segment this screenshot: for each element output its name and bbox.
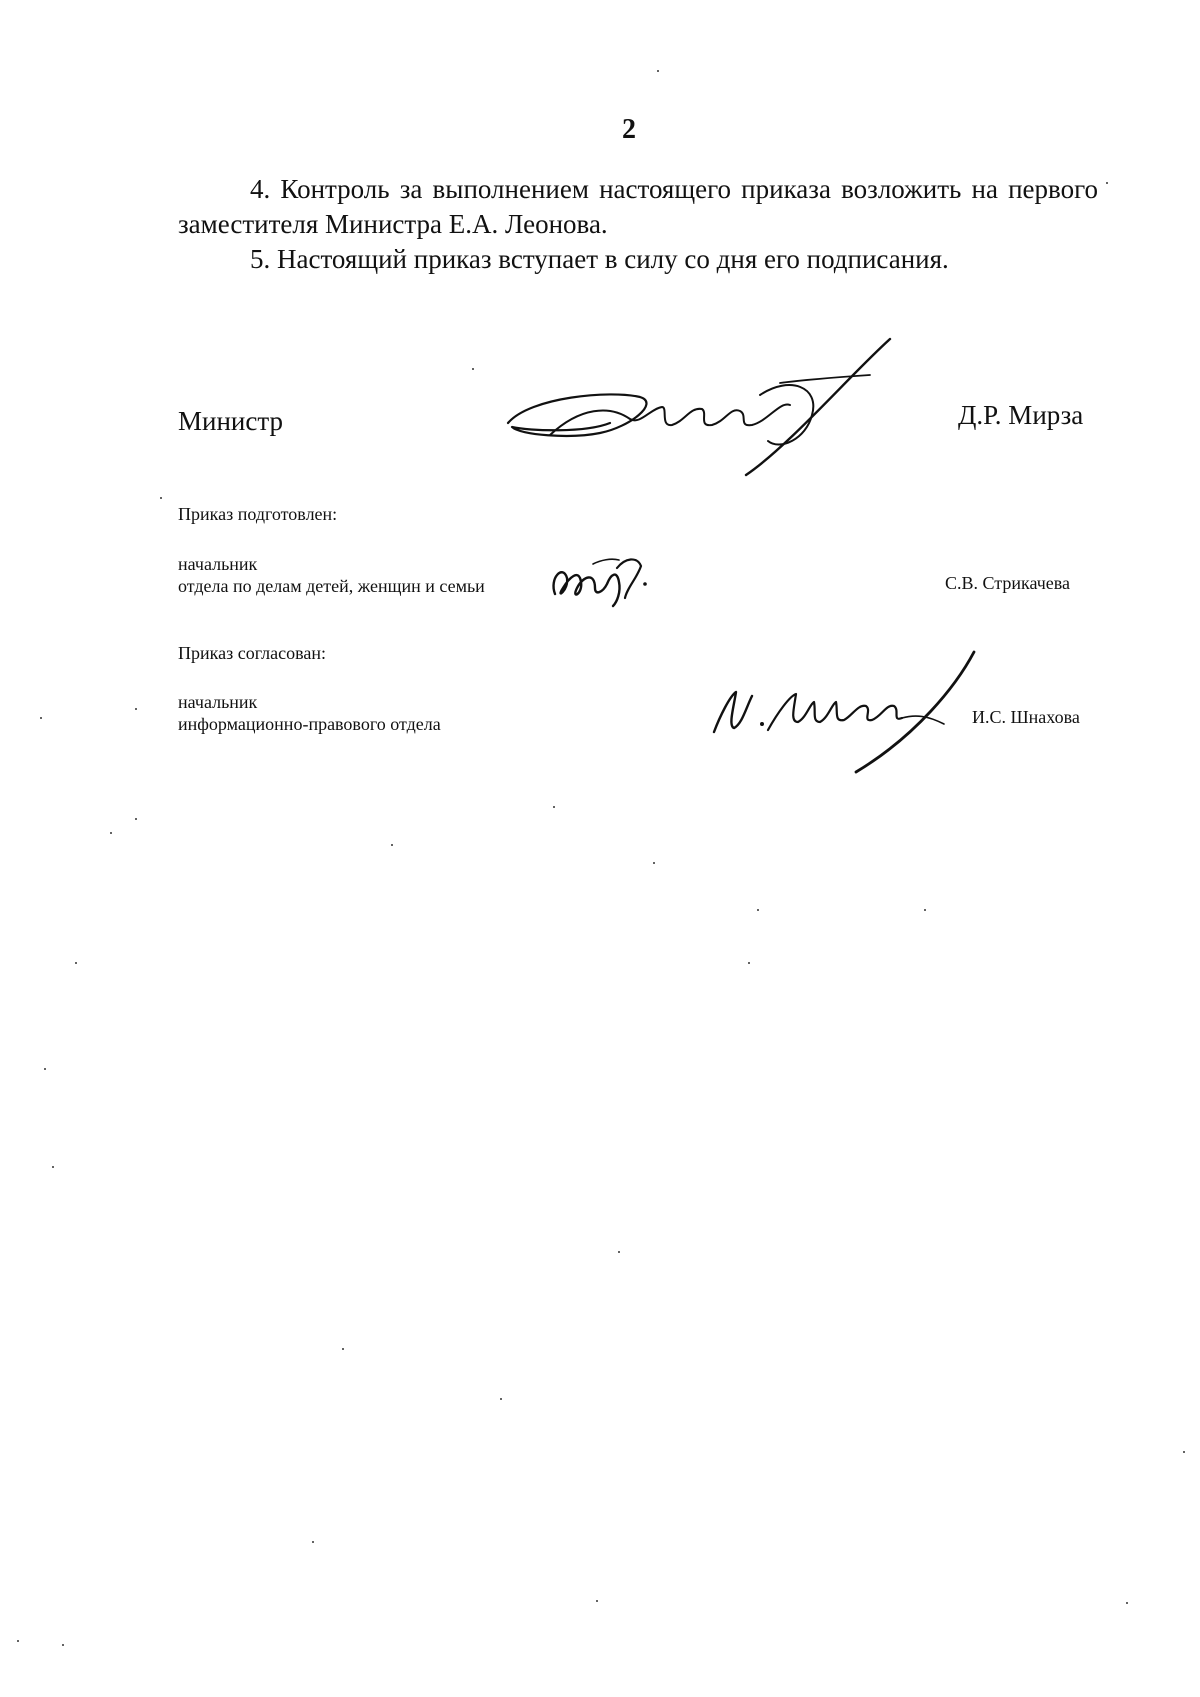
prepared-position-line2: отдела по делам детей, женщин и семьи: [178, 576, 485, 596]
scan-speck: [757, 909, 759, 911]
scan-speck: [1183, 1451, 1185, 1453]
scan-speck: [160, 497, 162, 499]
scan-speck: [553, 806, 555, 808]
agreed-position-line1: начальник: [178, 692, 258, 712]
agreed-signature: [706, 646, 976, 778]
scan-speck: [472, 368, 474, 370]
scan-speck: [135, 818, 137, 820]
scan-speck: [17, 1640, 19, 1642]
prepared-signature: [545, 548, 655, 610]
prepared-position-line1: начальник: [178, 554, 258, 574]
scan-speck: [391, 844, 393, 846]
order-text: [178, 172, 1098, 277]
scan-speck: [312, 1541, 314, 1543]
minister-name: Д.Р. Мирза: [958, 400, 1084, 430]
prepared-name: С.В. Стрикачева: [945, 573, 1071, 593]
scan-speck: [596, 1600, 598, 1602]
scan-speck: [657, 70, 659, 72]
minister-signature: [490, 335, 910, 485]
scan-speck: [110, 832, 112, 834]
scan-speck: [135, 708, 137, 710]
minister-position: Министр: [178, 406, 283, 436]
prepared-heading: Приказ подготовлен:: [178, 504, 338, 524]
paragraph-control: 4. Контроль за выполнением настоящего приказа возложить на первого заместителя Министра Е.А. Леонова.: [178, 174, 1098, 239]
scan-speck: [342, 1348, 344, 1350]
scan-speck: [500, 1398, 502, 1400]
agreed-position-line2: информационно-правового отдела: [178, 714, 441, 734]
scan-speck: [618, 1251, 620, 1253]
agreed-heading: Приказ согласован:: [178, 643, 327, 663]
scan-speck: [748, 962, 750, 964]
agreed-name: И.С. Шнахова: [972, 707, 1080, 727]
scan-speck: [52, 1166, 54, 1168]
scan-speck: [653, 862, 655, 864]
scan-speck: [62, 1644, 64, 1646]
scan-speck: [924, 909, 926, 911]
scan-speck: [44, 1068, 46, 1070]
paragraph-effective: 5. Настоящий приказ вступает в силу со дня его подписания.: [250, 244, 949, 274]
scan-speck: [40, 717, 42, 719]
page-number: 2: [622, 114, 636, 145]
scan-speck: [1126, 1602, 1128, 1604]
scan-speck: [75, 962, 77, 964]
scan-speck: [1106, 182, 1108, 184]
